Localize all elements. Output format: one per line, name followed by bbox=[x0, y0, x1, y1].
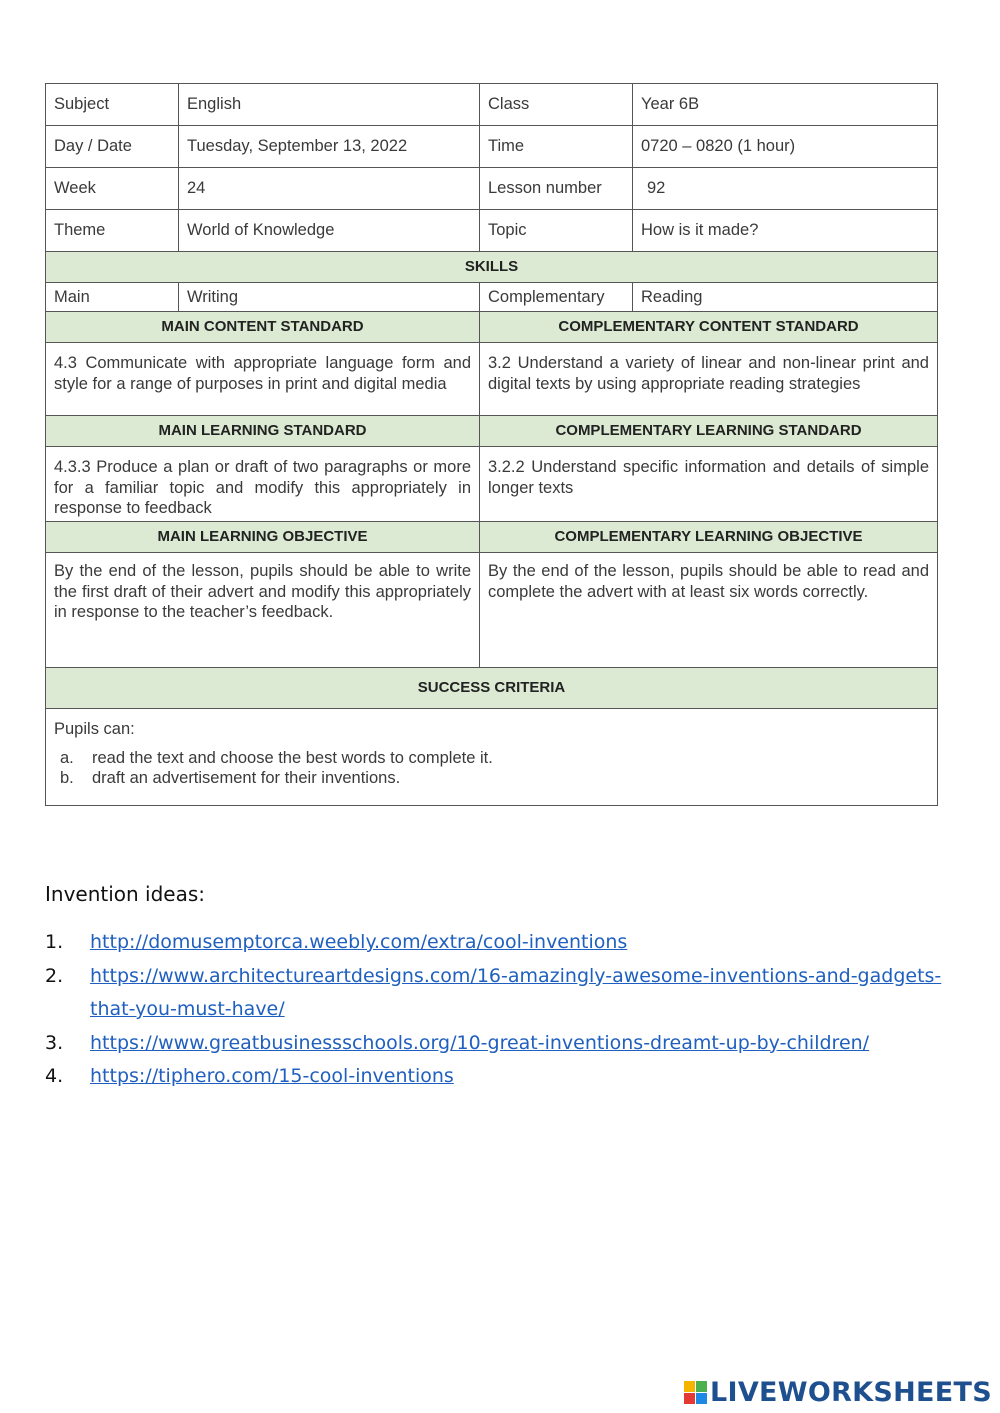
main-learning-standard: 4.3.3 Produce a plan or draft of two paragraphs or more for a familiar topic and modify this appropriately in response to feedback bbox=[46, 447, 480, 522]
main-skill-value: Writing bbox=[179, 283, 480, 312]
success-criteria-header-row bbox=[46, 668, 938, 709]
subject-value: English bbox=[179, 84, 480, 126]
comp-learning-objective-header: COMPLEMENTARY LEARNING OBJECTIVE bbox=[480, 522, 938, 553]
list-number: 2. bbox=[45, 964, 64, 987]
logo-grid-icon bbox=[684, 1381, 707, 1404]
list-number: 4. bbox=[45, 1065, 64, 1087]
main-learning-objective: By the end of the lesson, pupils should be able to write the first draft of their advert and modify this appropriately in response to the teacher’s feedback. bbox=[46, 553, 480, 668]
comp-learning-objective: By the end of the lesson, pupils should be able to read and complete the advert with at least six words correctly. bbox=[480, 553, 938, 668]
invention-ideas-list bbox=[45, 926, 945, 1094]
content-standard-header-row bbox=[46, 312, 938, 343]
skills-header-row bbox=[46, 252, 938, 283]
success-criteria-intro: Pupils can: bbox=[54, 720, 135, 738]
invention-ideas-title: Invention ideas: bbox=[45, 882, 206, 906]
main-content-standard: 4.3 Communicate with appropriate language form and style for a range of purposes in print and digital media bbox=[46, 343, 480, 416]
comp-skill-label: Complementary bbox=[480, 283, 633, 312]
comp-content-standard-header: COMPLEMENTARY CONTENT STANDARD bbox=[480, 312, 938, 343]
info-row-date bbox=[46, 126, 938, 168]
class-value: Year 6B bbox=[633, 84, 938, 126]
list-item bbox=[60, 748, 929, 769]
list-item-text: read the text and choose the best words to complete it. bbox=[92, 748, 493, 767]
time-label: Time bbox=[480, 126, 633, 168]
main-learning-standard-header: MAIN LEARNING STANDARD bbox=[46, 416, 480, 447]
learning-standard-row bbox=[46, 447, 938, 522]
lesson-number-value: 92 bbox=[633, 168, 938, 210]
info-row-week bbox=[46, 168, 938, 210]
logo-square-4 bbox=[696, 1393, 707, 1404]
invention-link-1[interactable]: http://domusemptorca.weebly.com/extra/cool-inventions bbox=[90, 931, 628, 953]
learning-standard-header-row bbox=[46, 416, 938, 447]
logo-square-3 bbox=[684, 1393, 695, 1404]
list-marker: a. bbox=[60, 748, 74, 767]
success-criteria-list bbox=[60, 748, 929, 789]
comp-skill-value: Reading bbox=[633, 283, 938, 312]
invention-ideas-section bbox=[45, 880, 945, 1094]
logo-square-1 bbox=[684, 1381, 695, 1392]
invention-link-3[interactable]: https://www.greatbusinessschools.org/10-great-inventions-dreamt-up-by-children/ bbox=[90, 1031, 870, 1054]
week-label: Week bbox=[46, 168, 179, 210]
list-item bbox=[45, 926, 945, 960]
skills-row bbox=[46, 283, 938, 312]
topic-value: How is it made? bbox=[633, 210, 938, 252]
success-criteria-row bbox=[46, 709, 938, 806]
comp-learning-standard-header: COMPLEMENTARY LEARNING STANDARD bbox=[480, 416, 938, 447]
list-number: 1. bbox=[45, 931, 64, 953]
liveworksheets-logo bbox=[684, 1377, 992, 1407]
subject-label: Subject bbox=[46, 84, 179, 126]
invention-link-4[interactable]: https://tiphero.com/15-cool-inventions bbox=[90, 1065, 454, 1087]
topic-label: Topic bbox=[480, 210, 633, 252]
invention-link-2[interactable]: https://www.architectureartdesigns.com/16-amazingly-awesome-inventions-and-gadgets-that-you-must-have/ bbox=[90, 964, 942, 1020]
lesson-number-label: Lesson number bbox=[480, 168, 633, 210]
logo-square-2 bbox=[696, 1381, 707, 1392]
info-row-subject bbox=[46, 84, 938, 126]
main-content-standard-header: MAIN CONTENT STANDARD bbox=[46, 312, 480, 343]
time-value: 0720 – 0820 (1 hour) bbox=[633, 126, 938, 168]
list-marker: b. bbox=[60, 769, 74, 787]
success-criteria-cell bbox=[46, 709, 938, 806]
theme-label: Theme bbox=[46, 210, 179, 252]
main-skill-label: Main bbox=[46, 283, 179, 312]
success-criteria-header: SUCCESS CRITERIA bbox=[46, 668, 938, 709]
list-item bbox=[45, 1027, 945, 1061]
list-item bbox=[60, 768, 929, 789]
list-item bbox=[45, 1060, 945, 1094]
date-label: Day / Date bbox=[46, 126, 179, 168]
list-number: 3. bbox=[45, 1031, 64, 1054]
date-value: Tuesday, September 13, 2022 bbox=[179, 126, 480, 168]
theme-value: World of Knowledge bbox=[179, 210, 480, 252]
list-item-text: draft an advertisement for their inventions. bbox=[92, 769, 401, 787]
comp-learning-standard: 3.2.2 Understand specific information and details of simple longer texts bbox=[480, 447, 938, 522]
info-row-theme bbox=[46, 210, 938, 252]
logo-text: LIVEWORKSHEETS bbox=[709, 1376, 992, 1408]
content-standard-row bbox=[46, 343, 938, 416]
week-value: 24 bbox=[179, 168, 480, 210]
learning-objective-row bbox=[46, 553, 938, 668]
main-learning-objective-header: MAIN LEARNING OBJECTIVE bbox=[46, 522, 480, 553]
lesson-plan-table bbox=[45, 83, 938, 806]
list-item bbox=[45, 960, 945, 1027]
class-label: Class bbox=[480, 84, 633, 126]
learning-objective-header-row bbox=[46, 522, 938, 553]
comp-content-standard: 3.2 Understand a variety of linear and non-linear print and digital texts by using appropriate reading strategies bbox=[480, 343, 938, 416]
skills-header: SKILLS bbox=[46, 252, 938, 283]
